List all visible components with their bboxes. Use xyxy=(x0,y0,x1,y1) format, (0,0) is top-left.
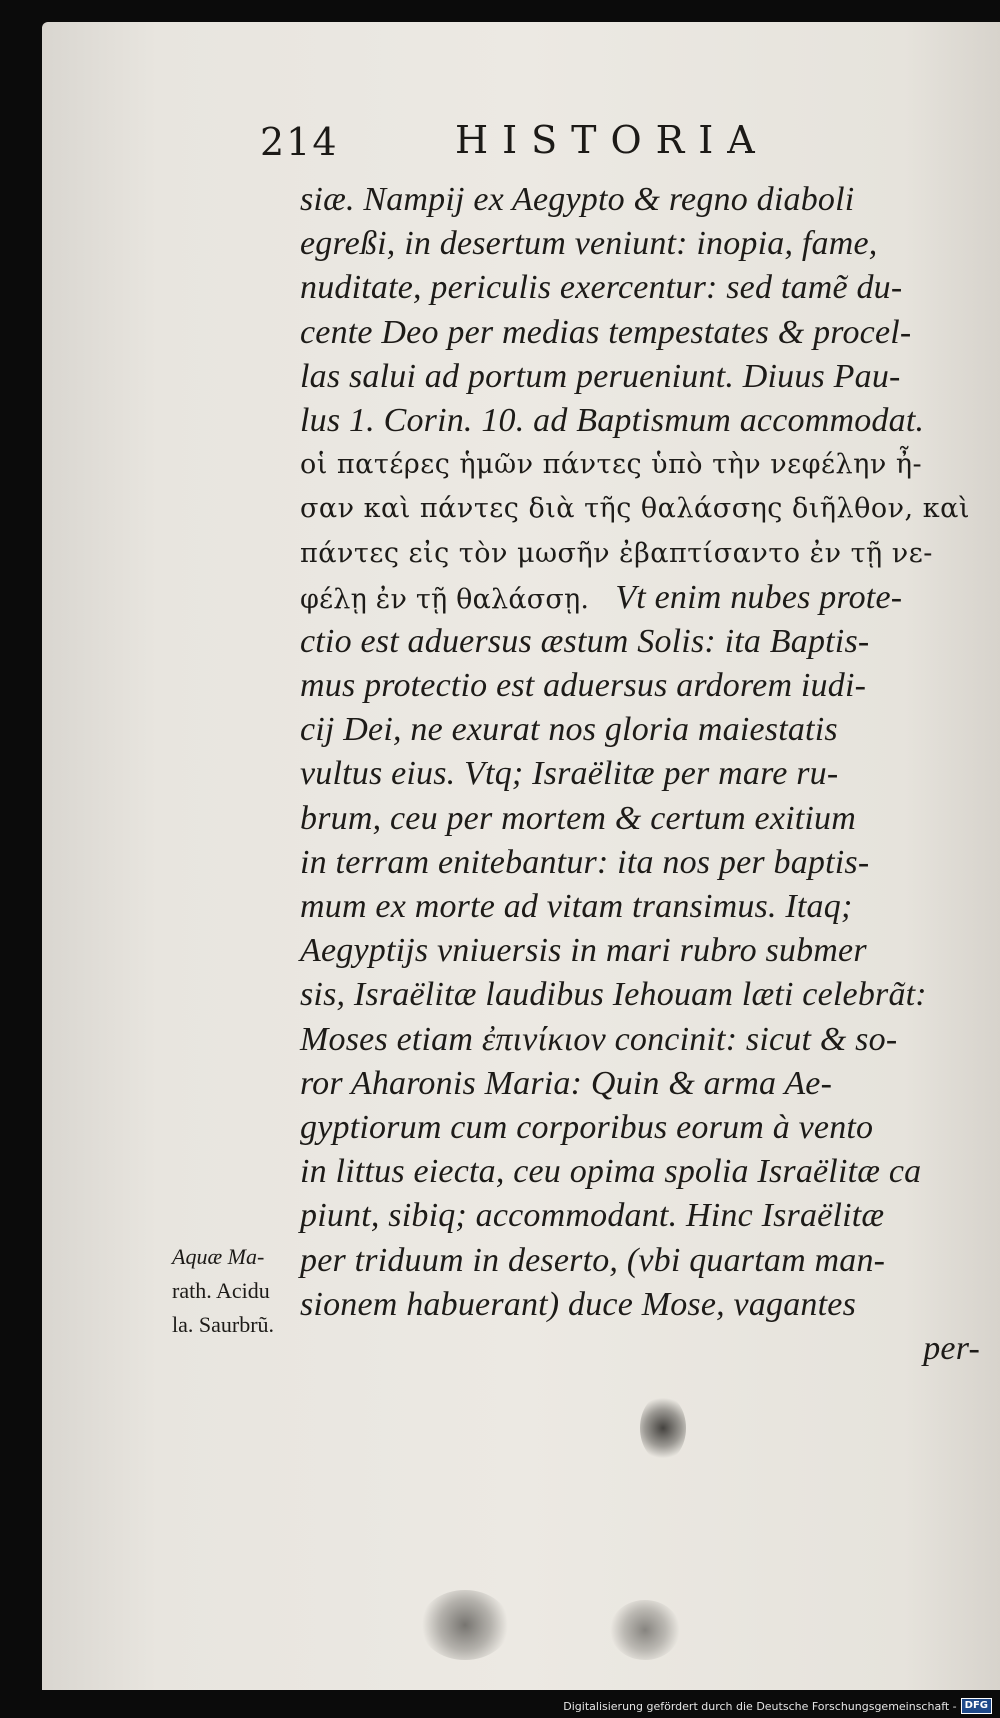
footer-credit: Digitalisierung gefördert durch die Deutsche Forschungsgemeinschaft - xyxy=(563,1699,957,1713)
text-line: egreßi, in desertum veniunt: inopia, fame, xyxy=(300,225,878,263)
ink-blot xyxy=(640,1395,686,1461)
text-line: ctio est aduersus æstum Solis: ita Baptis- xyxy=(300,622,870,660)
text-line: per triduum in deserto, (vbi quartam man- xyxy=(300,1241,886,1279)
text-line: cente Deo per medias tempestates & procel- xyxy=(300,313,912,351)
text-line: las salui ad portum perueniunt. Diuus Pau- xyxy=(300,357,901,395)
text-line: in terram enitebantur: ita nos per baptis- xyxy=(300,843,870,881)
greek-passage: φέλῃ ἐν τῇ θαλάσσῃ. xyxy=(300,583,590,615)
latin-passage: Vt enim nubes prote- xyxy=(615,578,903,616)
marginal-note-line: Aquæ Ma- xyxy=(172,1244,265,1269)
text-line: cij Dei, ne exurat nos gloria maiestatis xyxy=(300,711,838,749)
text-line: vultus eius. Vtq; Israëlitæ per mare ru- xyxy=(300,755,839,793)
dfg-logo: DFG xyxy=(961,1698,992,1714)
text-line: ror Aharonis Maria: Quin & arma Ae- xyxy=(300,1064,833,1102)
text-line: sis, Israëlitæ laudibus Iehouam læti celebrãt: xyxy=(300,976,927,1014)
text-line: mum ex morte ad vitam transimus. Itaq; xyxy=(300,888,853,925)
text-line: mus protectio est aduersus ardorem iudi- xyxy=(300,667,867,705)
text-line: per- xyxy=(923,1329,980,1367)
text-line: σαν καὶ πάντες διὰ τῆς θαλάσσης διῆλθον, καὶ xyxy=(300,493,970,525)
body-text xyxy=(300,178,980,1371)
text-line: in littus eiecta, ceu opima spolia Israëlitæ ca xyxy=(300,1153,922,1191)
marginal-note-line: rath. Acidu xyxy=(172,1278,270,1303)
text-line: nuditate, periculis exercentur: sed tamẽ du- xyxy=(300,269,903,307)
text-line: brum, ceu per mortem & certum exitium xyxy=(300,799,856,837)
text-line: lus 1. Corin. 10. ad Baptismum accommodat. xyxy=(300,401,925,439)
ink-blot xyxy=(420,1590,510,1660)
marginal-note xyxy=(172,1240,312,1342)
ink-blot xyxy=(610,1600,680,1660)
text-line: Aegyptijs vniuersis in mari rubro submer xyxy=(300,932,867,970)
text-line xyxy=(300,576,980,620)
marginal-note-line: la. Saurbrũ. xyxy=(172,1312,275,1337)
page-number: 214 xyxy=(260,120,339,164)
running-head: HISTORIA xyxy=(455,118,769,162)
footer-bar xyxy=(0,1694,1000,1718)
text-line: siæ. Nampij ex Aegypto & regno diaboli xyxy=(300,181,855,218)
text-line: Moses etiam ἐπινίκιον concinit: sicut & so- xyxy=(300,1020,898,1058)
text-line: οἱ πατέρες ἡμῶν πάντες ὑπὸ τὴν νεφέλην ἦ- xyxy=(300,449,923,481)
text-line: piunt, sibiq; accommodant. Hinc Israëlitæ xyxy=(300,1197,885,1235)
text-line: πάντες εἰς τὸν μωσῆν ἐβαπτίσαντο ἐν τῇ νε- xyxy=(300,537,933,569)
text-line: sionem habuerant) duce Mose, vagantes xyxy=(300,1285,856,1323)
text-line: gyptiorum cum corporibus eorum à vento xyxy=(300,1108,874,1146)
